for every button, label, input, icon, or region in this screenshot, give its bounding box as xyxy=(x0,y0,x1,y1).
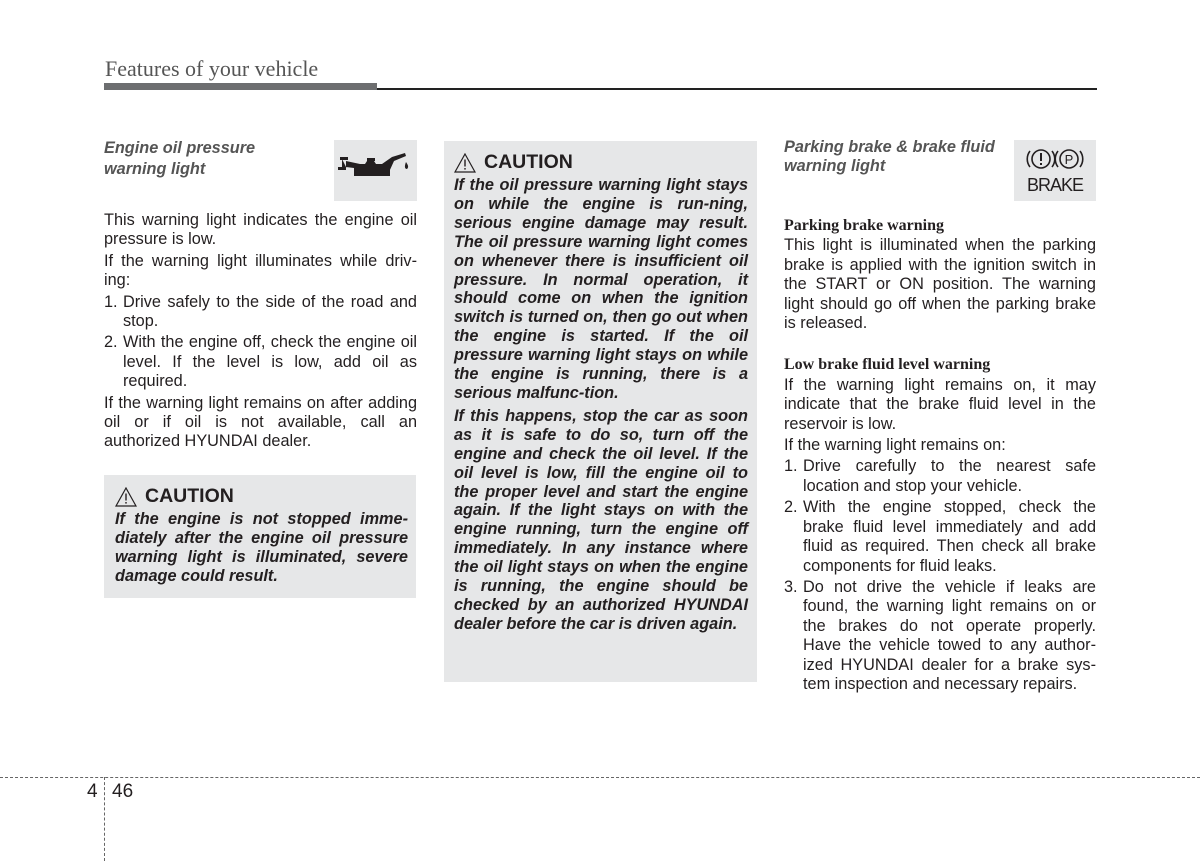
parking-brake-text: This light is illuminated when the parking brake is applied with the ignition switch in the START or ON position. The warning light should go off when the parking brake is released. xyxy=(784,236,1096,333)
warning-triangle-icon xyxy=(115,487,137,507)
brake-if-remains-text: If the warning light remains on: xyxy=(784,436,1006,455)
caution-box-oil-pressure xyxy=(444,141,757,682)
footer-divider xyxy=(0,777,1200,778)
caution-box-oil-damage xyxy=(104,475,416,598)
header-rule-accent xyxy=(104,83,377,90)
brake-icon-label: BRAKE xyxy=(1026,175,1084,195)
caution-paragraph: If this happens, stop the car as soon as it is safe to do so, turn off the engine and check the oil level. If the oil level is low, fill the engine oil to the proper level and start the engine again. If the light stays on with the engine running, turn the engine off immediately. In any instance where the oil light stays on when the engine is running, the engine should be checked by an authorized HYUNDAI dealer before the car is driven again. xyxy=(454,406,748,633)
caution-text: If the engine is not stopped imme-diately after the engine oil pressure warning light is illuminated, severe damage could result. xyxy=(115,510,408,585)
caution-paragraph: If the oil pressure warning light stays on while the engine is run-ning, serious engine damage may result. The oil pressure warning light comes on whenever there is insufficient oil pressure. In normal operation, it should come on when the ignition switch is turned on, then go out when the engine is started. If the oil pressure warning light stays on while the engine is running, there is a serious malfunc-tion. xyxy=(454,176,748,402)
section-title-oil-pressure: Engine oil pressure warning light xyxy=(104,139,256,178)
oil-after-text: If the warning light remains on after adding oil or if oil is not available, call an authorized HYUNDAI dealer. xyxy=(104,393,417,451)
section-title-brake: Parking brake & brake fluid warning light xyxy=(784,138,995,175)
list-item: 2. With the engine stopped, check the brake fluid level immediately and add fluid as required. Then check all brake components for fluid leaks. xyxy=(784,498,1096,575)
list-item: 1. Drive safely to the side of the road and stop. xyxy=(104,292,417,331)
svg-text:P: P xyxy=(1064,152,1074,167)
warning-triangle-icon xyxy=(454,153,476,173)
oil-can-icon xyxy=(334,140,417,201)
oil-icon-box xyxy=(334,140,417,201)
caution-heading: CAUTION xyxy=(454,151,748,174)
caution-heading: CAUTION xyxy=(115,485,408,508)
footer-divider-vertical xyxy=(104,777,105,861)
page-header-title: Features of your vehicle xyxy=(105,56,319,81)
list-item: 1. Drive carefully to the nearest safe location and stop your vehicle. xyxy=(784,457,1096,495)
oil-if-illuminates-text: If the warning light illuminates while driv-ing: xyxy=(104,251,417,290)
list-item: 2. With the engine off, check the engine oil level. If the level is low, add oil as required. xyxy=(104,333,417,391)
brake-fluid-heading: Low brake fluid level warning xyxy=(784,356,991,374)
brake-fluid-text: If the warning light remains on, it may indicate that the brake fluid level in the reservoir is low. xyxy=(784,375,1096,433)
brake-steps-list xyxy=(784,457,1096,694)
oil-steps-list xyxy=(104,293,417,392)
brake-warning-icon xyxy=(1014,140,1096,176)
chapter-number: 4 xyxy=(87,781,98,802)
oil-intro-text: This warning light indicates the engine oil pressure is low. xyxy=(104,211,417,249)
right-column xyxy=(784,138,1096,696)
brake-icon-box xyxy=(1014,140,1096,201)
parking-brake-heading: Parking brake warning xyxy=(784,217,945,234)
page-number: 46 xyxy=(112,781,134,802)
list-item: 3. Do not drive the vehicle if leaks are found, the warning light remains on or the brakes do not operate properly. Have the vehicle towed to any author-ized HYUNDAI dealer for a brake sys-tem inspection and necessary repairs. xyxy=(784,577,1096,693)
